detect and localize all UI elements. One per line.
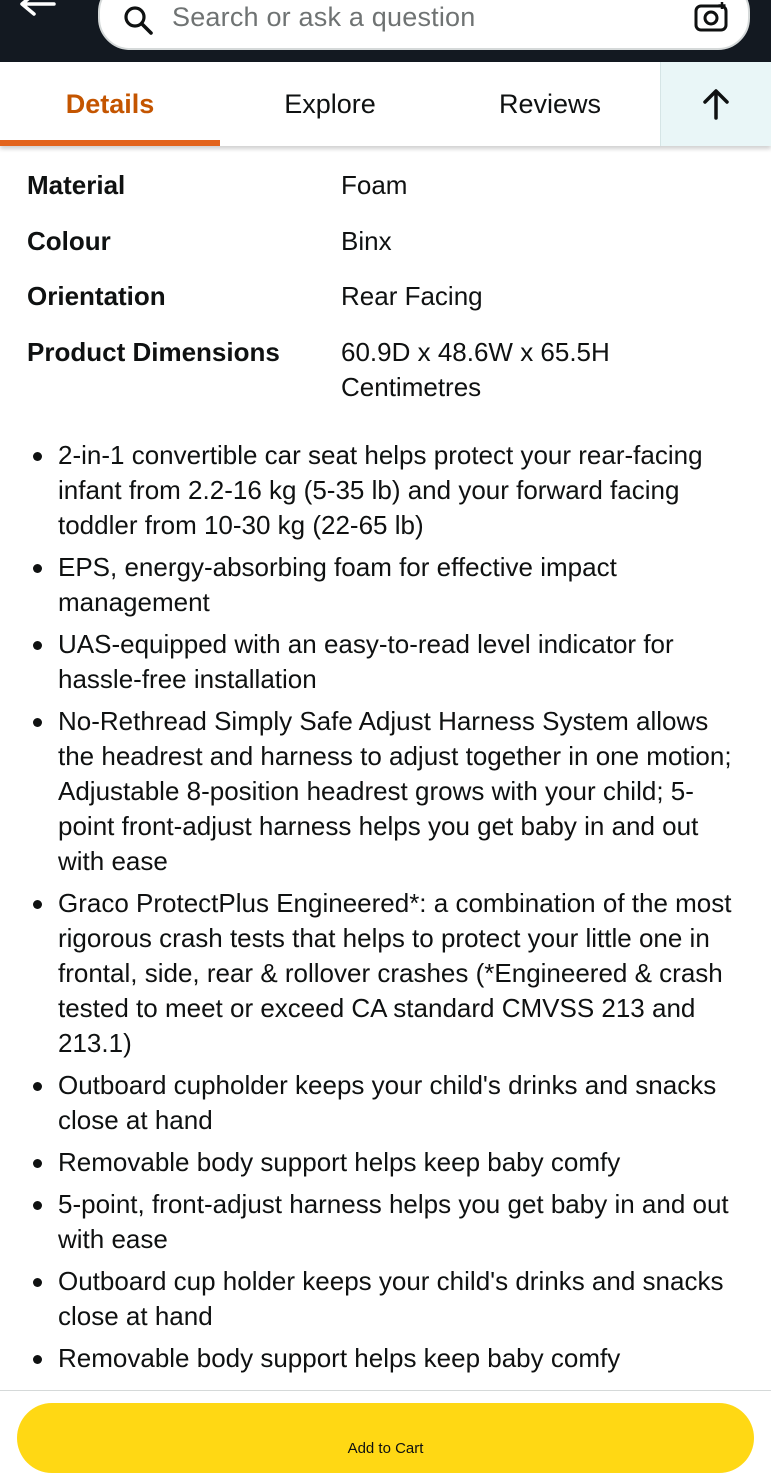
scroll-to-top-button[interactable]: [660, 62, 771, 146]
spec-label: Colour: [27, 226, 111, 256]
tab-bar: [0, 62, 771, 146]
active-tab-indicator: [0, 140, 220, 146]
tab-details[interactable]: Details: [65, 89, 155, 119]
spec-value: 60.9D x 48.6W x 65.5H Centimetres: [341, 337, 610, 402]
arrow-up-icon: [701, 88, 731, 120]
list-item: 2-in-1 convertible car seat helps protect your rear-facing infant from 2.2-16 kg (5-35 lb) and your forward facing toddler from 10-30 kg (22-65 lb): [28, 438, 748, 543]
tab-reviews[interactable]: Reviews: [498, 89, 602, 119]
product-specs: [27, 168, 747, 415]
spec-row-dimensions: [27, 335, 747, 415]
spec-value: Binx: [341, 226, 392, 256]
list-item: Removable body support helps keep baby comfy: [28, 1341, 748, 1376]
spec-row-orientation: [27, 279, 747, 335]
list-item: Removable body support helps keep baby comfy: [28, 1145, 748, 1180]
list-item: Outboard cup holder keeps your child's drinks and snacks close at hand: [28, 1264, 748, 1334]
spec-label: Material: [27, 170, 126, 200]
spec-label: Product Dimensions: [27, 337, 280, 367]
back-arrow-icon[interactable]: [18, 0, 58, 26]
search-box[interactable]: [98, 0, 750, 50]
spec-row-material: [27, 168, 747, 224]
list-item: EPS, energy-absorbing foam for effective impact management: [28, 550, 748, 620]
search-icon: [122, 4, 154, 36]
spec-label: Orientation: [27, 281, 166, 311]
divider: [0, 1390, 771, 1391]
spec-row-colour: [27, 224, 747, 279]
tab-explore[interactable]: Explore: [284, 89, 376, 119]
search-input[interactable]: Search or ask a question: [172, 2, 476, 32]
feature-bullet-list: [28, 438, 748, 1383]
list-item: Graco ProtectPlus Engineered*: a combination of the most rigorous crash tests that helps to protect your little one in frontal, side, rear & rollover crashes (*Engineered & crash tested to meet or exceed CA standard CMVSS 213 and 213.1): [28, 886, 748, 1061]
list-item: No-Rethread Simply Safe Adjust Harness System allows the headrest and harness to adjust together in one motion; Adjustable 8-position headrest grows with your child; 5-point front-adjust harness helps you get baby in and out with ease: [28, 704, 748, 879]
spec-value: Foam: [341, 170, 408, 200]
list-item: UAS-equipped with an easy-to-read level indicator for hassle-free installation: [28, 627, 748, 697]
camera-icon[interactable]: [694, 0, 730, 34]
list-item: 5-point, front-adjust harness helps you get baby in and out with ease: [28, 1187, 748, 1257]
add-to-cart-button[interactable]: Add to Cart: [17, 1403, 754, 1473]
spec-value: Rear Facing: [341, 281, 483, 311]
top-bar: [0, 0, 771, 62]
list-item: Outboard cupholder keeps your child's drinks and snacks close at hand: [28, 1068, 748, 1138]
